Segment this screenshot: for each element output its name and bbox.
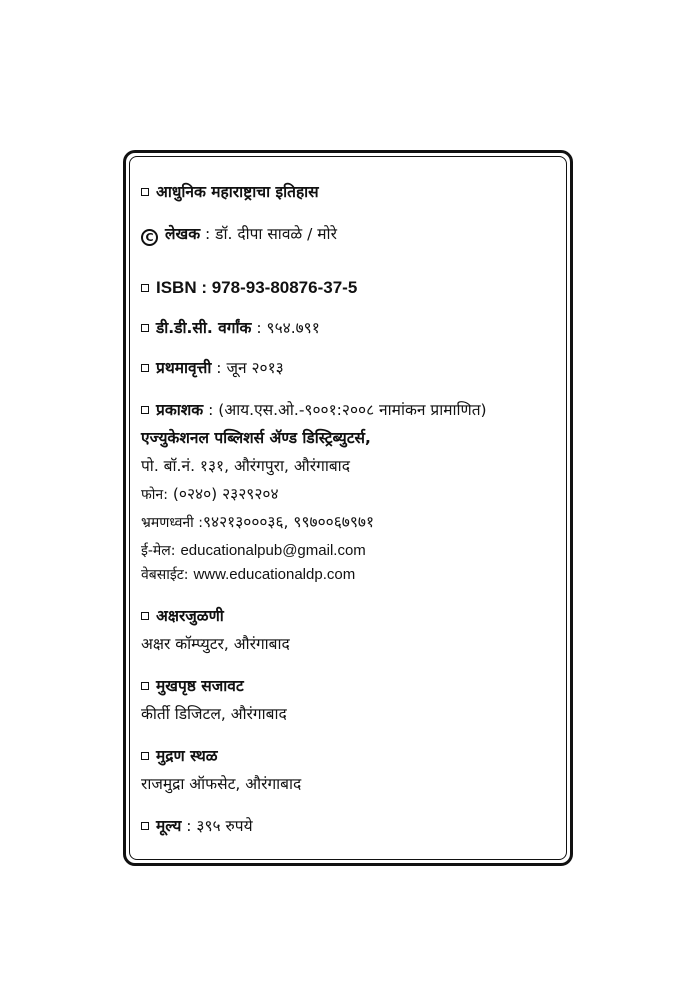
printing-value: राजमुद्रा ऑफसेट, औरंगाबाद bbox=[141, 775, 302, 793]
mobile-label: भ्रमणध्वनी : bbox=[141, 515, 203, 531]
title-row bbox=[141, 182, 319, 202]
isbn-row bbox=[141, 278, 357, 298]
price-value: ३९५ रुपये bbox=[196, 817, 253, 835]
printing-heading-row bbox=[141, 746, 218, 766]
website-row bbox=[141, 564, 355, 585]
ddc-row: डी.डी.सी. वर्गांक : ९५४.७९१ bbox=[141, 318, 320, 338]
square-bullet-icon bbox=[141, 188, 149, 196]
publisher-name: एज्युकेशनल पब्लिशर्स ॲण्ड डिस्ट्रिब्युटर्स, bbox=[141, 429, 371, 447]
square-bullet-icon bbox=[141, 284, 149, 292]
ddc-label: डी.डी.सी. वर्गांक bbox=[156, 319, 252, 337]
author-row: C लेखक : डॉ. दीपा सावळे / मोरे bbox=[141, 224, 337, 246]
phone-value: (०२४०) २३२९२०४ bbox=[172, 485, 279, 503]
email-label: ई-मेल: bbox=[141, 543, 176, 559]
email-link[interactable]: educationalpub@gmail.com bbox=[180, 542, 366, 559]
book-title: आधुनिक महाराष्ट्राचा इतिहास bbox=[156, 183, 319, 201]
email-row bbox=[141, 540, 366, 561]
mobile-row bbox=[141, 512, 374, 533]
publisher-label: प्रकाशक bbox=[156, 401, 204, 419]
isbn-value: ISBN : 978-93-80876-37-5 bbox=[156, 278, 358, 297]
ddc-value: ९५४.७९१ bbox=[266, 319, 320, 337]
typesetting-label: अक्षरजुळणी bbox=[156, 607, 224, 625]
mobile-value: ९४२१३०००३६, ९९७००६७९७१ bbox=[202, 513, 375, 531]
square-bullet-icon bbox=[141, 682, 149, 690]
square-bullet-icon bbox=[141, 364, 149, 372]
first-edition-label: प्रथमावृत्ती bbox=[156, 359, 212, 377]
printing-label: मुद्रण स्थळ bbox=[156, 747, 218, 765]
price-row: मूल्य : ३९५ रुपये bbox=[141, 816, 253, 836]
website-label: वेबसाईट: bbox=[141, 567, 189, 583]
square-bullet-icon bbox=[141, 406, 149, 414]
phone-row bbox=[141, 484, 279, 505]
author-value: डॉ. दीपा सावळे / मोरे bbox=[215, 225, 337, 243]
publisher-address: पो. बॉ.नं. १३१, औरंगपुरा, औरंगाबाद bbox=[141, 457, 350, 475]
first-edition-row: प्रथमावृत्ती : जून २०१३ bbox=[141, 358, 284, 378]
cover-design-heading-row bbox=[141, 676, 244, 696]
square-bullet-icon bbox=[141, 822, 149, 830]
square-bullet-icon bbox=[141, 752, 149, 760]
publisher-row: प्रकाशक : (आय.एस.ओ.-९००१:२००८ नामांकन प्रामाणित) bbox=[141, 400, 487, 420]
cover-design-label: मुखपृष्ठ सजावट bbox=[156, 677, 244, 695]
first-edition-value: जून २०१३ bbox=[226, 359, 284, 377]
typesetting-heading-row bbox=[141, 606, 224, 626]
phone-label: फोन: bbox=[141, 487, 168, 503]
website-link[interactable]: www.educationaldp.com bbox=[193, 566, 356, 583]
cover-design-value: कीर्ती डिजिटल, औरंगाबाद bbox=[141, 705, 287, 723]
square-bullet-icon bbox=[141, 612, 149, 620]
price-label: मूल्य bbox=[156, 817, 182, 835]
square-bullet-icon bbox=[141, 324, 149, 332]
copyright-icon: C bbox=[141, 229, 158, 246]
publisher-certification: (आय.एस.ओ.-९००१:२००८ नामांकन प्रामाणित) bbox=[218, 401, 487, 419]
typesetting-value: अक्षर कॉम्प्युटर, औरंगाबाद bbox=[141, 635, 290, 653]
author-label: लेखक bbox=[165, 225, 201, 243]
